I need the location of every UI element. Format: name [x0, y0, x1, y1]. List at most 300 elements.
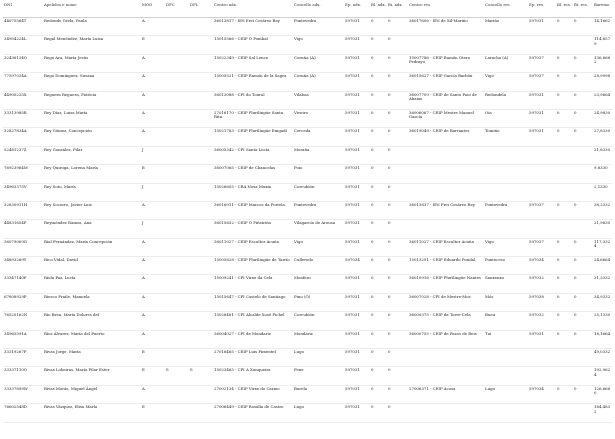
table-cell: Coruña (A) [294, 54, 316, 60]
table-cell: 0 [557, 201, 560, 207]
table-cell: 36004027 - CPI de Mondariz [214, 330, 271, 336]
table-cell [528, 36, 556, 54]
table-cell [528, 367, 556, 385]
table-cell: 34954224L [4, 36, 27, 42]
table-cell: 0 [557, 238, 560, 244]
table-cell: 36007028 - CPI de Mestre-Mos [409, 293, 471, 299]
table-cell: 34965591A [4, 330, 27, 336]
table-cell: 597031 [345, 146, 360, 152]
column-header: Centro res. [408, 3, 484, 18]
table-cell: 0 [371, 36, 374, 42]
table-cell: 0 [574, 312, 577, 318]
table-cell: 0 [371, 201, 374, 207]
table-cell: 597031 [345, 330, 360, 336]
table-cell: 0 [388, 18, 391, 23]
table-cell [556, 146, 573, 164]
table-cell [189, 312, 213, 330]
table-cell [556, 165, 573, 183]
table-cell [528, 165, 556, 183]
table-cell: 0 [388, 128, 391, 134]
table-cell: E [142, 404, 145, 410]
table-cell: A [142, 18, 145, 23]
table-cell [189, 220, 213, 238]
table-cell: 0 [371, 109, 374, 115]
table-cell [189, 109, 213, 127]
table-cell [484, 165, 528, 183]
column-header: Bl. res. [556, 3, 573, 18]
table-cell [189, 91, 213, 109]
table-cell: Vigo [485, 73, 494, 79]
table-header-row [3, 3, 612, 18]
table-cell: Rico Vidal, David [44, 257, 78, 263]
column-header: Ep. adx. [344, 3, 370, 18]
table-cell: 9,8330 [594, 165, 608, 171]
table-cell: 0 [371, 257, 374, 263]
table-cell: 49,0332 [594, 349, 611, 355]
table-cell: Sanxenxo [485, 275, 505, 281]
table-cell: 33313985R [4, 109, 27, 115]
table-cell: 0 [371, 312, 374, 318]
table-cell [484, 349, 528, 367]
table-cell: Lugo [485, 385, 495, 391]
table-cell [165, 238, 189, 256]
table-cell [165, 257, 189, 275]
column-header: Apelidos e nome [43, 3, 141, 18]
table-cell [189, 257, 213, 275]
table-cell: Cerceda [294, 128, 311, 134]
table-cell: 76602548D [4, 404, 27, 410]
table-cell: 0 [388, 201, 391, 207]
table-cell: 0 [574, 330, 577, 336]
table-cell [528, 349, 556, 367]
table-cell: 44831654P [4, 220, 27, 226]
table-cell: 597031 [345, 385, 360, 391]
table-cell: 0 [388, 330, 391, 336]
table-cell: 21,8330 [594, 146, 611, 152]
table-cell: 126,6660 [594, 385, 611, 396]
table-row [3, 404, 612, 422]
table-cell: 36000375 - CEIP da Torre-Cela [409, 312, 471, 318]
table-cell [573, 146, 593, 164]
table-cell: Culleredo [294, 257, 314, 263]
table-cell: Mondariz [294, 330, 313, 336]
table-cell: 0 [371, 73, 374, 79]
table-row [3, 146, 612, 164]
table-row [3, 257, 612, 275]
table-cell: 34893269Y [4, 257, 27, 263]
table-cell [528, 404, 556, 422]
column-header: Bi. adx. [387, 3, 408, 18]
table-cell: 0 [557, 312, 560, 318]
table-cell [484, 367, 528, 385]
table-cell [165, 54, 189, 72]
table-cell [556, 220, 573, 238]
table-cell: Rego Domínguez, Susana [44, 73, 95, 79]
table-cell: 117,3324 [594, 238, 611, 248]
table-cell: Río Brea, María Dolores del [44, 312, 100, 318]
table-row [3, 18, 612, 36]
table-cell: 15021783 - CEIP Plurilingüe Emgadi [214, 128, 287, 134]
table-cell [189, 146, 213, 164]
table-cell [528, 220, 556, 238]
table-cell [484, 183, 528, 201]
table-cell [189, 36, 213, 54]
table-cell: 27,8330 [594, 128, 611, 134]
table-cell: 0 [388, 73, 391, 79]
table-row [3, 109, 612, 127]
table-cell: Corcubión [294, 183, 315, 189]
table-cell: 36007709 - CEIP de Santo Paio de Abaixo [409, 91, 477, 101]
table-cell: Riesco Fraile, Manuela [44, 293, 90, 299]
table-cell: 31,3332 [594, 275, 611, 281]
table-cell: 14,1662 [594, 18, 611, 23]
table-cell: A [142, 201, 145, 207]
table-cell: 15015647 - CPI Castelo de Santiago [214, 293, 286, 299]
table-cell [165, 385, 189, 403]
table-cell: Fene [294, 367, 304, 373]
table-cell: A [142, 54, 145, 60]
table-cell [165, 349, 189, 367]
table-cell: 33337110Q [4, 367, 27, 373]
table-cell: Rego Ara, María Jesús [44, 54, 89, 60]
table-cell: 0 [371, 275, 374, 281]
table-cell: 33347140F [4, 275, 27, 281]
table-cell: 0 [388, 220, 391, 226]
column-header: Concello res. [484, 3, 528, 18]
table-cell: 597037 [529, 201, 544, 207]
table-cell: Riola Paz, Lucía [44, 275, 76, 281]
table-cell: 34,9332 [594, 293, 611, 299]
table-cell: 0 [574, 128, 577, 134]
table-cell: 15022349 - CEIP Sal Lence [214, 54, 269, 60]
table-cell: Pino (O) [294, 293, 311, 299]
table-cell: 0 [574, 201, 577, 207]
table-cell: 0 [574, 238, 577, 244]
table-row [3, 36, 612, 54]
table-cell: Regal Menéndez, María Luisa [44, 36, 104, 42]
table-cell: 36016911 - CEIP Marcos da Portela [214, 201, 285, 207]
table-cell: 15007786 - CEIP Ramón Otero Pedrayo [409, 54, 471, 65]
table-cell: Vigo [294, 238, 303, 244]
table-cell: 15028481 - CPI Alcalde Xosé Pichel [214, 312, 285, 318]
table-cell: 76923964M [4, 165, 28, 171]
table-cell [408, 349, 484, 367]
table-cell: E [142, 165, 145, 171]
table-cell [165, 91, 189, 109]
table-cell [484, 220, 528, 238]
table-cell: 597034 [345, 257, 360, 263]
table-cell: 36006067 - CEIP Mestre Manuel García [409, 109, 474, 120]
table-cell [573, 165, 593, 183]
table-cell: 34963375V [4, 183, 27, 189]
column-header: DNI [3, 3, 43, 18]
table-cell: 36005342 - CPI Santa Lucía [214, 146, 270, 152]
table-cell [573, 349, 593, 367]
table-cell: 44900225X [4, 91, 27, 97]
table-row [3, 73, 612, 91]
table-cell: 597034 [529, 385, 544, 391]
table-cell: 0 [557, 275, 560, 281]
table-cell: A [142, 257, 145, 263]
table-cell [165, 293, 189, 311]
table-cell: 0 [388, 183, 391, 189]
table-cell: Mós [485, 293, 494, 299]
table-cell: 0 [574, 257, 577, 263]
table-cell: Coruña (A) [294, 73, 316, 79]
table-cell: 597037 [529, 73, 544, 79]
table-cell: 25,1330 [594, 312, 611, 318]
table-cell: Redondela [485, 91, 506, 97]
table-cell: 0 [371, 183, 374, 189]
table-cell: 36017606 - IES de Xil-Mariño [409, 18, 468, 23]
table-row [3, 91, 612, 109]
table-row [3, 367, 612, 385]
table-cell: 77597024A [4, 73, 27, 79]
table-cell: Rey Soto, María [44, 183, 76, 189]
table-cell: Ríos Álvarez, María del Puerto [44, 330, 105, 336]
column-header: Bi. res. [573, 3, 593, 18]
table-cell: Moraña [294, 146, 310, 152]
table-cell: Monfero [294, 275, 311, 281]
table-cell: 0 [388, 91, 391, 97]
table-cell: 38,2332 [594, 201, 611, 207]
table-row [3, 165, 612, 183]
table-cell: 114,8579 [594, 36, 611, 46]
table-cell: 2,1330 [594, 183, 608, 189]
table-cell: Rivas Lobeiras, María Pilar Ester [44, 367, 110, 373]
table-cell: 136,6662 [594, 54, 611, 65]
table-cell: A [142, 385, 145, 391]
table-cell: 0 [388, 165, 391, 171]
table-cell [408, 165, 484, 183]
table-cell: Lugo [294, 349, 304, 355]
table-cell: Redondo Grela, Paula [44, 18, 87, 23]
table-cell: 0 [388, 257, 391, 263]
table-cell: 0 [371, 330, 374, 336]
table-cell: 597031 [529, 18, 544, 23]
table-cell: 15009241 - CPI Virxe da Cela [214, 275, 273, 281]
table-cell: Rey Socorro, Javier Luis [44, 201, 92, 207]
table-cell: 597031 [345, 54, 360, 60]
table-cell: 597031 [345, 404, 360, 410]
table-cell: 44075564T [4, 18, 27, 23]
table-cell: 0 [371, 91, 374, 97]
table-cell [189, 201, 213, 219]
table-cell: 36011027 - CEIP Escultor Acuña [409, 238, 474, 244]
table-cell: 597031 [345, 36, 360, 42]
table-cell: 597038 [529, 293, 544, 299]
table-cell: J [142, 146, 144, 152]
table-cell: 597037 [529, 54, 544, 60]
table-cell: Vilaboa [294, 91, 309, 97]
table-cell: 0 [574, 385, 577, 391]
column-header: Bl. adx. [370, 3, 387, 18]
table-cell [573, 404, 593, 422]
table-cell [165, 404, 189, 422]
table-cell [165, 146, 189, 164]
table-cell: 27006449 - CEIP Rosalía de Castro [214, 404, 284, 410]
column-header: MOD [141, 3, 165, 18]
table-cell: 0 [557, 91, 560, 97]
table-cell: 27016465 - CEIP Luís Pimentel [214, 349, 276, 355]
table-cell: 27006371 - CEIP Acosa [409, 385, 456, 391]
table-cell: Oia [485, 109, 492, 115]
table-cell: 15005828 - CEIP Plurilingüe de Tarrío [214, 257, 290, 263]
table-cell [484, 36, 528, 54]
table-cell: A [142, 109, 145, 115]
table-cell: 0 [388, 293, 391, 299]
table-cell [408, 146, 484, 164]
table-cell: 0 [557, 18, 560, 23]
table-cell [573, 220, 593, 238]
table-cell: 36013817 - IES Frei Cesáreo Rey [214, 18, 280, 23]
table-cell: 36015652 - CEIP O Piñeiriño [214, 220, 272, 226]
table-cell: 0 [574, 275, 577, 281]
table-cell [189, 54, 213, 72]
table-cell: 0 [371, 385, 374, 391]
table-cell: 597031 [345, 275, 360, 281]
table-cell [165, 312, 189, 330]
table-row [3, 54, 612, 72]
table-cell: 76520162N [4, 312, 28, 318]
assignments-table [3, 3, 612, 423]
table-cell: Rey Quiroga, Lorena María [44, 165, 98, 171]
table-cell: Rivas Vázquez, Elisa María [44, 404, 98, 410]
table-cell [528, 146, 556, 164]
table-cell: 32827834A [4, 128, 27, 134]
table-cell: 0 [388, 36, 391, 42]
table-cell: 0 [388, 404, 391, 410]
table-cell: 0 [557, 109, 560, 115]
table-cell: 597031 [345, 165, 360, 171]
table-cell: 597031 [345, 91, 360, 97]
table-cell [165, 128, 189, 146]
table-cell [189, 293, 213, 311]
table-row [3, 238, 612, 256]
table-cell: 0 [574, 73, 577, 79]
table-cell: S [190, 367, 193, 373]
table-cell: 597031 [345, 220, 360, 226]
table-cell [165, 275, 189, 293]
table-cell: Bueu [485, 312, 496, 318]
table-cell: 597031 [529, 91, 544, 97]
table-cell: 28,9998 [594, 73, 611, 79]
table-cell [189, 18, 213, 36]
table-row [3, 385, 612, 403]
table-cell: Rivas Morás, Miguel Ángel [44, 385, 98, 391]
table-cell: 15023465 - CPI A Xunqueira [214, 367, 271, 373]
table-cell: Corcubión [294, 312, 315, 318]
table-row [3, 349, 612, 367]
table-row [3, 183, 612, 201]
table-cell: Rey Gómez, Concepción [44, 128, 92, 134]
table-cell: 23,9664 [594, 91, 611, 97]
table-cell: 36015627 - CEIP García Barbón [409, 73, 473, 79]
table-body [3, 18, 612, 423]
table-cell: 0 [557, 257, 560, 263]
table-cell [165, 165, 189, 183]
table-cell [189, 404, 213, 422]
table-cell: 0 [557, 73, 560, 79]
column-header: Concello adx. [293, 3, 344, 18]
table-cell: 597031 [345, 293, 360, 299]
table-cell: 0 [371, 367, 374, 373]
table-cell [573, 36, 593, 54]
table-cell: Burela [294, 385, 308, 391]
column-header: DPC [165, 3, 189, 18]
table-cell: J [142, 183, 144, 189]
table-cell [408, 404, 484, 422]
table-cell: 27016170 - CEIP Plurilingüe Santa Rita [214, 109, 284, 120]
table-row [3, 293, 612, 311]
table-cell: 0 [371, 349, 374, 355]
table-cell: 597031 [345, 367, 360, 373]
table-cell [556, 36, 573, 54]
table-cell [189, 165, 213, 183]
table-cell: 0 [388, 275, 391, 281]
table-cell: Reymóndez Ramos, Ana [44, 220, 92, 226]
table-cell: 597031 [345, 73, 360, 79]
table-cell: 36010916 - CEIP Plurilingüe Nantes [409, 275, 481, 281]
table-cell: 32436134Q [4, 54, 27, 60]
table-cell: Vigo [294, 36, 303, 42]
table-cell: 597031 [529, 109, 544, 115]
table-cell: 0 [371, 18, 374, 23]
table-cell: Mariño [485, 18, 500, 23]
table-cell: Poio [294, 165, 303, 171]
table-cell: 36019049 - CEIP de Barrantes [409, 128, 470, 134]
table-cell: 27002134 - CEIP Virxe do Carmo [214, 385, 280, 391]
table-cell: Ponteceso [485, 257, 505, 263]
table-cell [573, 183, 593, 201]
table-cell [165, 109, 189, 127]
table-cell: 0 [557, 293, 560, 299]
table-cell: 0 [574, 109, 577, 115]
table-cell: Rivas Jorge, María [44, 349, 81, 355]
table-cell [165, 183, 189, 201]
table-cell: 15005521 - CEIP Ramón de la Sagra [214, 73, 287, 79]
table-cell: Tui [485, 330, 492, 336]
table-cell [165, 73, 189, 91]
table-cell: 0 [388, 349, 391, 355]
table-cell: E [142, 367, 145, 373]
table-cell: 0 [371, 128, 374, 134]
table-cell: 597031 [345, 201, 360, 207]
table-cell: 0 [371, 165, 374, 171]
table-cell: Rey González, Pilar [44, 146, 83, 152]
table-cell: 0 [388, 367, 391, 373]
table-cell: A [142, 91, 145, 97]
table-cell: 0 [557, 54, 560, 60]
table-cell [189, 275, 213, 293]
table-cell: 15013291 - CEIP Eduardo Pondal [409, 257, 476, 263]
table-cell: 0 [574, 18, 577, 23]
table-cell: E [142, 349, 145, 355]
column-header: DPL [189, 3, 213, 18]
table-cell: Lugo [294, 404, 304, 410]
table-cell [484, 146, 528, 164]
table-cell [556, 404, 573, 422]
table-cell: 0 [574, 91, 577, 97]
table-cell: 597031 [529, 330, 544, 336]
table-cell [189, 349, 213, 367]
table-cell [408, 220, 484, 238]
table-cell: A [142, 312, 145, 318]
table-row [3, 330, 612, 348]
table-row [3, 275, 612, 293]
table-cell: 597031 [345, 18, 360, 23]
table-cell: 597031 [345, 183, 360, 189]
